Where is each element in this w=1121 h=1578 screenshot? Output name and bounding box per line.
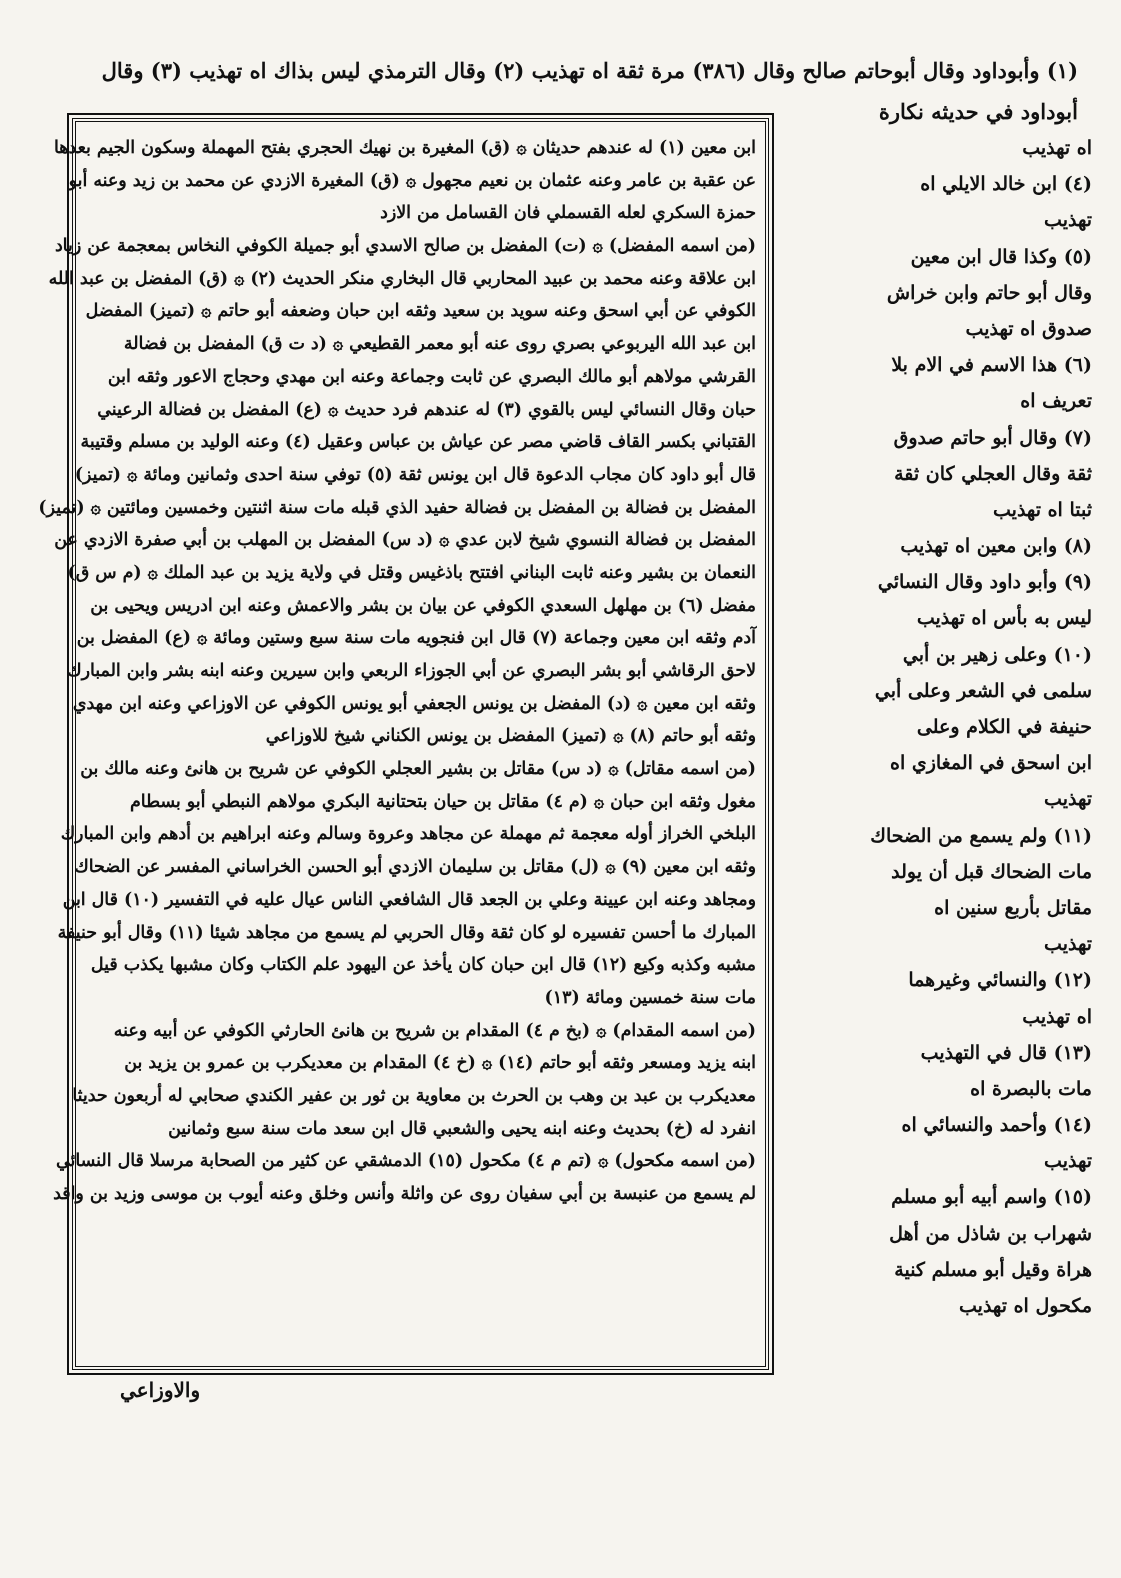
- main-text-line: حبان وقال النسائي ليس بالقوي (٣) له عندهم فرد حديث ۞ (ع) المفضل بن فضالة الرعيني: [97, 399, 756, 420]
- main-text-line: المفضل بن فضالة النسوي شيخ لابن عدي ۞ (د س) المفضل بن المهلب بن أبي صفرة الازدي عن: [54, 530, 756, 551]
- catchword: والاوزاعي: [120, 1378, 201, 1402]
- main-text-line: مفضل (٦) بن مهلهل السعدي الكوفي عن بيان بن بشر والاعمش وعنه ابن ادريس ويحيى بن: [90, 595, 756, 616]
- marginal-note-line: اه تهذيب: [1022, 1005, 1092, 1028]
- marginal-note-line: (٥) وكذا قال ابن معين: [910, 245, 1092, 268]
- marginal-note-line: تهذيب: [1044, 1150, 1092, 1173]
- marginal-note-line: تعريف اه: [1020, 390, 1092, 413]
- marginal-note-line: ثقة وقال العجلي كان ثقة: [894, 462, 1092, 485]
- main-text-line: (من اسمه المفضل) ۞ (ت) المفضل بن صالح الاسدي أبو جميلة الكوفي النخاس بمعجمة عن زياد: [54, 236, 756, 257]
- marginal-note-line: (٤) ابن خالد الايلي اه: [920, 173, 1092, 196]
- main-text-line: معديكرب بن عبد بن وهب بن الحرث بن معاوية بن ثور بن عفير الكندي صحابي له أربعون حديثا: [72, 1085, 756, 1106]
- main-text-line: المبارك ما أحسن تفسيره لو كان ثقة وقال الحربي لم يسمع من مجاهد شيئا (١١) وقال أبو حنيفة: [57, 922, 756, 943]
- marginal-note-line: مقاتل بأربع سنين اه: [934, 896, 1092, 919]
- main-text-line: مشبه وكذبه وكيع (١٢) قال ابن حبان كان يأخذ عن اليهود علم الكتاب وكان مشبها يكذب قيل: [90, 955, 756, 976]
- marginal-note-line: (٩) وأبو داود وقال النسائي: [877, 571, 1092, 594]
- main-text-line: (من اسمه مكحول) ۞ (تم م ٤) مكحول (١٥) الدمشقي عن كثير من الصحابة مرسلا قال النسائي: [56, 1151, 756, 1172]
- marginal-note-line: (١٠) وعلى زهير بن أبي: [902, 643, 1092, 666]
- main-text-line: القتباني بكسر القاف قاضي مصر عن عياش بن عباس وعقيل (٤) وعنه الوليد بن مسلم وقتيبة: [80, 432, 756, 453]
- main-text-line: (من اسمه مقاتل) ۞ (د س) مقاتل بن بشير العجلي الكوفي عن شريح بن هانئ وعنه مالك بن: [80, 759, 756, 780]
- main-text-line: انفرد له (خ) بحديث وعنه ابنه يحيى والشعبي قال ابن سعد مات سنة سبع وثمانين: [168, 1118, 756, 1139]
- marginal-note-line: (١٢) والنسائي وغيرهما: [908, 969, 1092, 992]
- top-footnote-line-1: (١) وأبوداود وقال أبوحاتم صالح وقال (٣٨٦) مرة ثقة اه تهذيب (٢) وقال الترمذي ليس بذاك اه تهذيب (٣) وقال: [101, 58, 1078, 83]
- marginal-note-line: (١٣) قال في التهذيب: [920, 1041, 1092, 1064]
- marginal-note-line: حنيفة في الكلام وعلى: [916, 716, 1092, 738]
- main-text-line: وثقه ابن معين (٩) ۞ (ل) مقاتل بن سليمان الازدي أبو الحسن الخراساني المفسر عن الضحاك: [74, 857, 756, 878]
- main-text-line: البلخي الخراز أوله معجمة ثم مهملة عن مجاهد وعروة وسالم وعنه ابراهيم بن أدهم وابن المبارك: [60, 824, 756, 845]
- marginal-note-line: (٨) وابن معين اه تهذيب: [900, 535, 1092, 558]
- main-text-line: ابن عبد الله اليربوعي بصري روى عنه أبو معمر القطيعي ۞ (د ت ق) المفضل بن فضالة: [123, 334, 756, 355]
- main-text-line: القرشي مولاهم أبو مالك البصري عن ثابت وجماعة وعنه ابن مهدي وحجاج الاعور وثقه ابن: [107, 366, 756, 387]
- marginal-note-line: ابن اسحق في المغازي اه: [889, 752, 1092, 775]
- marginal-note-line: (١٥) واسم أبيه أبو مسلم: [891, 1186, 1092, 1209]
- marginal-note-line: هراة وقيل أبو مسلم كنية: [894, 1258, 1092, 1281]
- marginal-note-line: مات الضحاك قبل أن يولد: [891, 860, 1092, 883]
- marginal-note-line: (١١) ولم يسمع من الضحاك: [870, 824, 1092, 847]
- main-text-line: لاحق الرقاشي أبو بشر البصري عن أبي الجوزاء الربعي وابن سيرين وعنه ابنه بشر وابن المبارك: [67, 661, 756, 681]
- marginal-note-line: تهذيب: [1044, 209, 1092, 232]
- main-text-line: لم يسمع من عنبسة بن أبي سفيان روى عن واثلة وأنس وخلق وعنه أيوب بن موسى وزيد بن واقد: [53, 1184, 756, 1204]
- main-text-line: المفضل بن فضالة بن المفضل بن فضالة حفيد الذي قبله مات سنة اثنتين وخمسين ومائتين ۞ (تميز): [38, 497, 756, 518]
- main-text-line: وثقه أبو حاتم (٨) ۞ (تميز) المفضل بن يونس الكناني شيخ للاوزاعي: [265, 726, 756, 747]
- marginal-notes: [786, 130, 1092, 1324]
- marginal-note-line: مكحول اه تهذيب: [959, 1295, 1092, 1317]
- main-text-line: ابنه يزيد ومسعر وثقه أبو حاتم (١٤) ۞ (خ ٤) المقدام بن معديكرب بن عمرو بن يزيد بن: [124, 1053, 756, 1074]
- marginal-note-line: سلمى في الشعر وعلى أبي: [874, 679, 1092, 702]
- marginal-note-line: (٦) هذا الاسم في الام بلا: [891, 354, 1092, 377]
- main-text-line: عن عقبة بن عامر وعنه عثمان بن نعيم مجهول ۞ (ق) المغيرة الازدي عن محمد بن زيد وعنه أبو: [68, 170, 756, 191]
- main-text-line: ابن معين (١) له عندهم حديثان ۞ (ق) المغيرة بن نهيك الحجري بفتح المهملة وسكون الجيم بعدها: [53, 138, 756, 158]
- main-text-line: الكوفي عن أبي اسحق وعنه سويد بن سعيد وثقه ابن حبان وضعفه أبو حاتم ۞ (تميز) المفضل: [85, 301, 756, 322]
- main-text-line: مغول وثقه ابن حبان ۞ (م ٤) مقاتل بن حيان بتحتانية البكري مولاهم النبطي أبو بسطام: [130, 791, 756, 812]
- marginal-note-line: ليس به بأس اه تهذيب: [916, 607, 1092, 630]
- marginal-note-line: (٧) وقال أبو حاتم صدوق: [893, 426, 1092, 449]
- marginal-note-line: اه تهذيب: [1022, 137, 1092, 159]
- marginal-note-line: وقال أبو حاتم وابن خراش: [886, 281, 1092, 304]
- main-text-body: [38, 132, 756, 1211]
- main-text-line: مات سنة خمسين ومائة (١٣): [544, 987, 756, 1008]
- marginal-note-line: صدوق اه تهذيب: [965, 317, 1092, 340]
- marginal-note-line: (١٤) وأحمد والنسائي اه: [901, 1114, 1092, 1137]
- main-text-line: ومجاهد وعنه ابن عيينة وعلي بن الجعد قال الشافعي الناس عيال عليه في التفسير (١٠) قال ابن: [62, 889, 756, 910]
- main-text-line: وثقه ابن معين ۞ (د) المفضل بن يونس الجعفي أبو يونس الكوفي عن الاوزاعي وعنه ابن مهدي: [72, 693, 756, 714]
- marginal-note-line: شهراب بن شاذل من أهل: [889, 1222, 1092, 1245]
- marginal-note-line: ثبتا اه تهذيب: [993, 498, 1092, 521]
- marginal-note-line: تهذيب: [1044, 788, 1092, 811]
- main-text-line: آدم وثقه ابن معين وجماعة (٧) قال ابن فنجويه مات سنة سبع وستين ومائة ۞ (ع) المفضل بن: [76, 628, 756, 649]
- main-text-line: ابن علاقة وعنه محمد بن عبيد المحاربي قال البخاري منكر الحديث (٢) ۞ (ق) المفضل بن عبد الله: [48, 268, 756, 289]
- marginal-note-line: تهذيب: [1044, 933, 1092, 956]
- main-text-line: قال أبو داود كان مجاب الدعوة قال ابن يونس ثقة (٥) توفي سنة احدى وثمانين ومائة ۞ (تميز): [74, 464, 756, 485]
- marginal-note-line: مات بالبصرة اه: [970, 1077, 1092, 1100]
- main-text-line: النعمان بن بشير وعنه ثابت البناني افتتح باذغيس وقتل في ولاية يزيد بن عبد الملك ۞ (م س ق): [67, 562, 756, 583]
- main-text-line: حمزة السكري لعله القسملي فان القسامل من الازد: [380, 203, 756, 224]
- main-text-line: (من اسمه المقدام) ۞ (بخ م ٤) المقدام بن شريح بن هانئ الحارثي الكوفي عن أبيه وعنه: [113, 1020, 756, 1041]
- top-footnote-line-2: أبوداود في حديثه نكارة: [878, 99, 1078, 124]
- main-text-frame: [38, 118, 769, 1370]
